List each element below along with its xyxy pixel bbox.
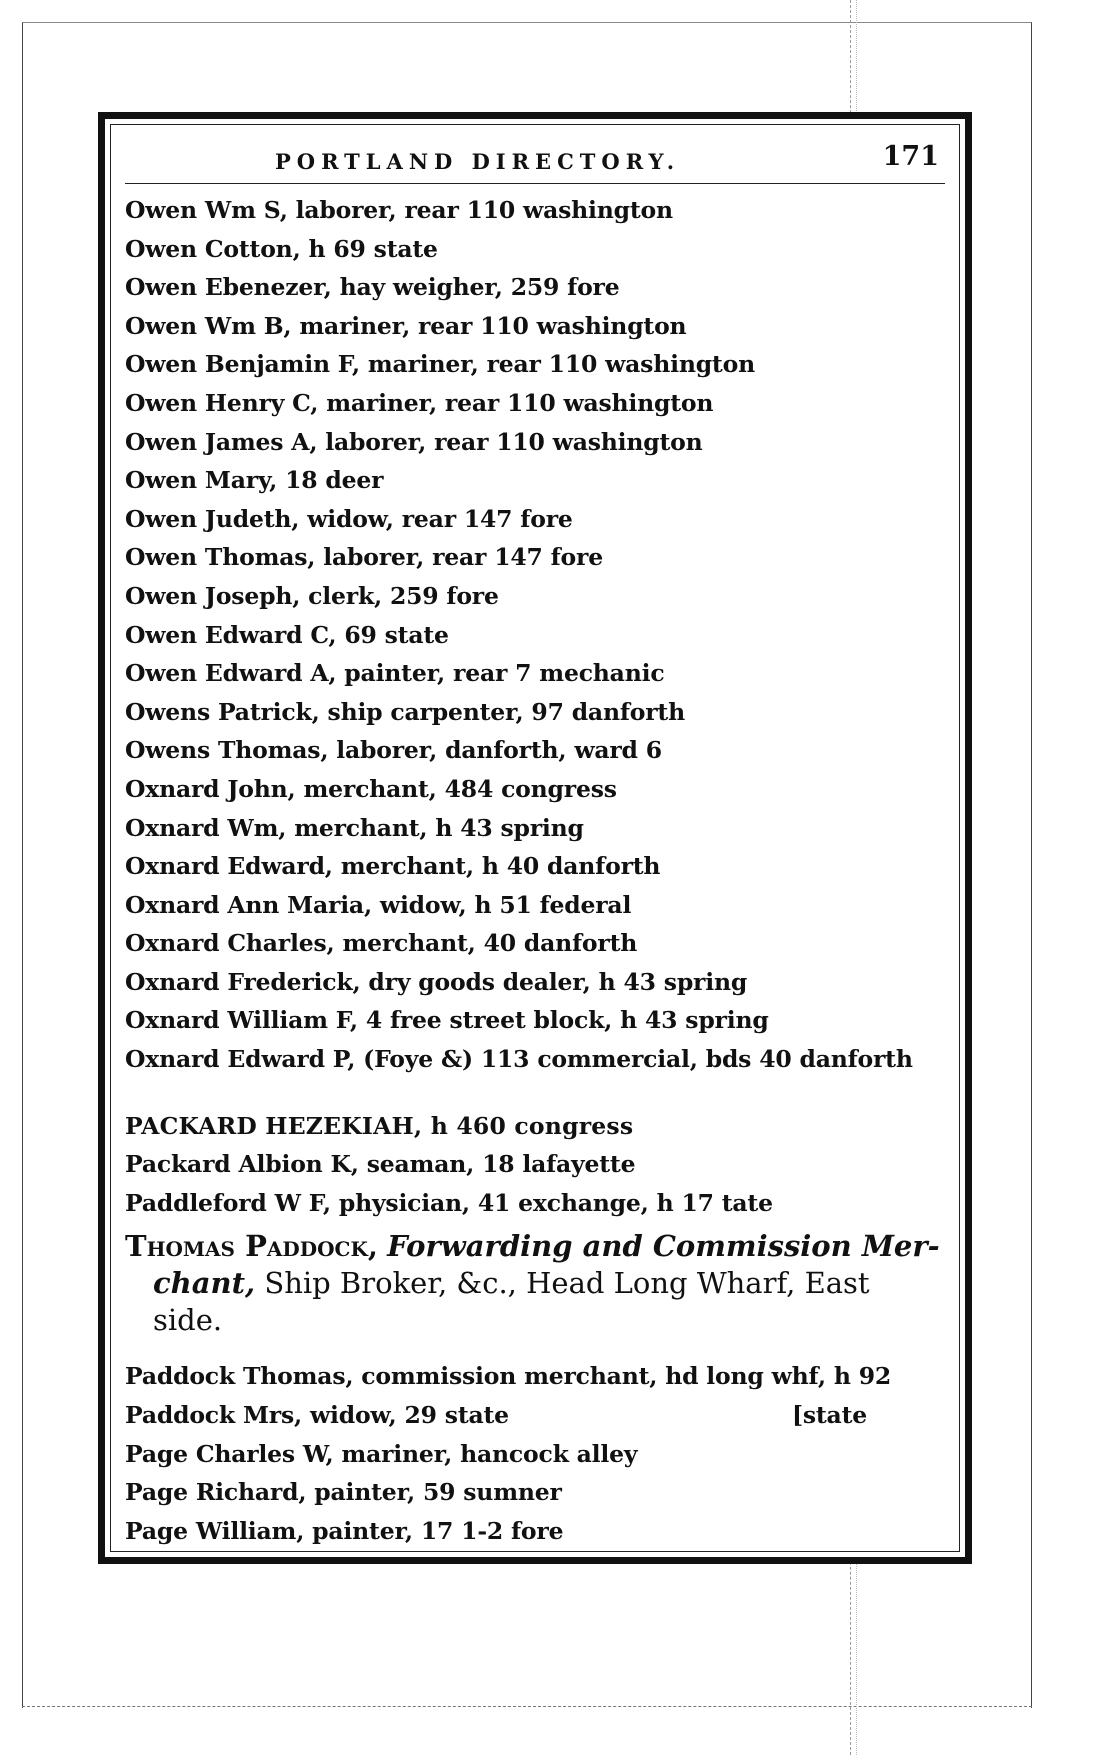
- directory-entry: Owen Edward A, painter, rear 7 mechanic: [125, 659, 665, 688]
- advertisement-business-cont: chant,: [153, 1266, 256, 1301]
- page-title: PORTLAND DIRECTORY.: [275, 149, 681, 174]
- directory-entry: Owen Benjamin F, mariner, rear 110 washington: [125, 350, 755, 379]
- advertisement-line-3: side.: [153, 1303, 223, 1338]
- directory-entry: Page William, painter, 17 1-2 fore: [125, 1516, 564, 1545]
- directory-entry: Oxnard Charles, merchant, 40 danforth: [125, 929, 638, 958]
- directory-entry: Owens Patrick, ship carpenter, 97 danforth: [125, 697, 685, 726]
- directory-entry-heading: PACKARD HEZEKIAH, h 460 congress: [125, 1111, 634, 1140]
- directory-entry: Owen Ebenezer, hay weigher, 259 fore: [125, 273, 620, 302]
- directory-entry: Owen Thomas, laborer, rear 147 fore: [125, 543, 603, 572]
- page-inner-border: [110, 124, 960, 1552]
- directory-entry: Packard Albion K, seaman, 18 lafayette: [125, 1150, 636, 1179]
- directory-entry: Oxnard Ann Maria, widow, h 51 federal: [125, 890, 632, 919]
- directory-entry: Owen Wm S, laborer, rear 110 washington: [125, 196, 673, 224]
- advertisement-name: Thomas Paddock,: [125, 1229, 378, 1264]
- page-header: [125, 139, 945, 184]
- directory-entry: Owen Mary, 18 deer: [125, 466, 384, 495]
- line-continuation: [state: [791, 1401, 867, 1430]
- page-number: 171: [882, 141, 939, 172]
- advertisement-line-1: [125, 1228, 940, 1265]
- directory-entry: Owen James A, laborer, rear 110 washington: [125, 427, 703, 456]
- advertisement-details: Ship Broker, &c., Head Long Wharf, East: [264, 1266, 870, 1301]
- directory-entry-text: Paddock Mrs, widow, 29 state: [125, 1401, 509, 1430]
- directory-entry: Owen Wm B, mariner, rear 110 washington: [125, 311, 687, 340]
- directory-entries: [125, 191, 951, 1550]
- directory-entry: Page Richard, painter, 59 sumner: [125, 1478, 562, 1507]
- directory-entry: Oxnard Edward, merchant, h 40 danforth: [125, 852, 661, 881]
- directory-entry: Oxnard Edward P, (Foye &) 113 commercial, bds 40 danforth: [125, 1045, 913, 1074]
- directory-entry: Oxnard William F, 4 free street block, h 43 spring: [125, 1006, 769, 1035]
- advertisement-business: Forwarding and Commission Mer-: [387, 1229, 940, 1264]
- directory-entry: Paddleford W F, physician, 41 exchange, h 17 tate: [125, 1188, 773, 1217]
- directory-entry: Paddock Thomas, commission merchant, hd long whf, h 92: [125, 1362, 892, 1391]
- advertisement-line-2: [125, 1265, 885, 1302]
- advertisement-paddock: [125, 1228, 940, 1339]
- directory-entry: Owen Judeth, widow, rear 147 fore: [125, 504, 573, 533]
- directory-entry: Oxnard Frederick, dry goods dealer, h 43 spring: [125, 967, 748, 996]
- directory-entry: Oxnard John, merchant, 484 congress: [125, 774, 617, 803]
- directory-entry: Oxnard Wm, merchant, h 43 spring: [125, 813, 584, 842]
- directory-entry: Owen Cotton, h 69 state: [125, 234, 438, 263]
- directory-entry: Owen Henry C, mariner, rear 110 washington: [125, 388, 714, 417]
- directory-page: [98, 112, 972, 1564]
- scan-bottom-edge: [22, 1706, 1032, 1707]
- directory-entry: Page Charles W, mariner, hancock alley: [125, 1439, 638, 1468]
- directory-entry: Owens Thomas, laborer, danforth, ward 6: [125, 736, 662, 765]
- directory-entry: Owen Edward C, 69 state: [125, 620, 449, 649]
- directory-entry: [125, 1396, 867, 1435]
- directory-entry: Owen Joseph, clerk, 259 fore: [125, 581, 499, 610]
